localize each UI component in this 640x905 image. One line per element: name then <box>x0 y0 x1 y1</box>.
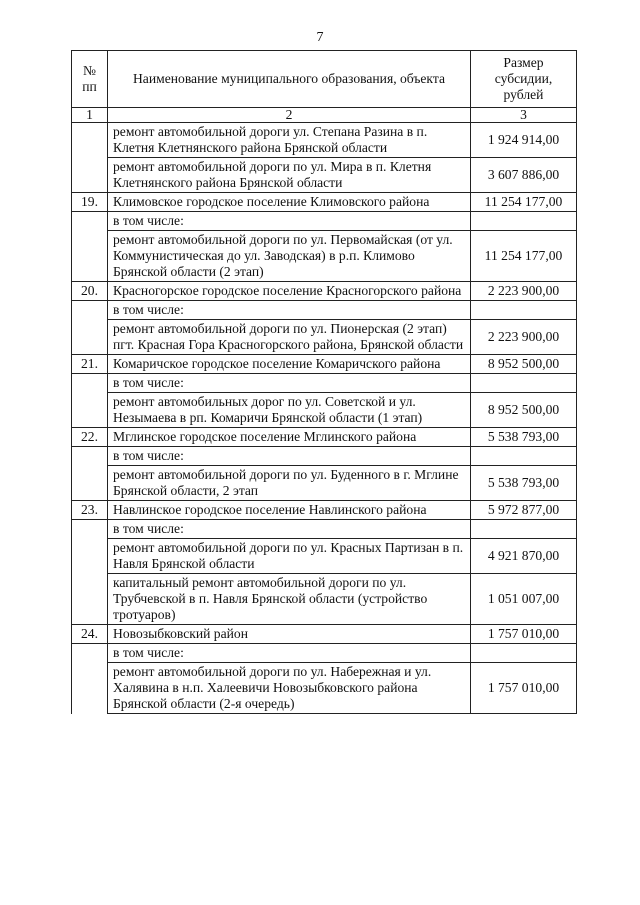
table-row <box>72 282 577 301</box>
table-row <box>72 212 577 231</box>
row-amount: 1 051 007,00 <box>471 574 577 625</box>
table-body <box>72 123 577 714</box>
row-number <box>72 374 108 393</box>
table-row <box>72 644 577 663</box>
row-number <box>72 644 108 663</box>
row-number <box>72 539 108 574</box>
row-number: 21. <box>72 355 108 374</box>
row-number <box>72 158 108 193</box>
row-name: Навлинское городское поселение Навлинского района <box>108 501 471 520</box>
table-row <box>72 520 577 539</box>
row-number <box>72 212 108 231</box>
row-name: ремонт автомобильных дорог по ул. Советской и ул. Незымаева в рп. Комаричи Брянской области (1 этап) <box>108 393 471 428</box>
row-amount: 3 607 886,00 <box>471 158 577 193</box>
column-number: 3 <box>471 108 577 123</box>
row-name: в том числе: <box>108 447 471 466</box>
row-amount: 8 952 500,00 <box>471 355 577 374</box>
row-number <box>72 231 108 282</box>
row-name: в том числе: <box>108 212 471 231</box>
page-number: 7 <box>316 30 324 45</box>
row-name: ремонт автомобильной дороги по ул. Буденного в г. Мглине Брянской области, 2 этап <box>108 466 471 501</box>
row-amount: 2 223 900,00 <box>471 320 577 355</box>
row-amount: 1 757 010,00 <box>471 663 577 714</box>
table-row <box>72 501 577 520</box>
table-row <box>72 231 577 282</box>
row-name: капитальный ремонт автомобильной дороги по ул. Трубчевской в п. Навля Брянской области (устройство тротуаров) <box>108 574 471 625</box>
table-row <box>72 374 577 393</box>
row-number <box>72 520 108 539</box>
row-number <box>72 663 108 714</box>
row-amount <box>471 644 577 663</box>
column-number: 2 <box>108 108 471 123</box>
table-row <box>72 574 577 625</box>
table-row <box>72 466 577 501</box>
row-number: 20. <box>72 282 108 301</box>
row-amount: 5 972 877,00 <box>471 501 577 520</box>
column-number: 1 <box>72 108 108 123</box>
table-row <box>72 393 577 428</box>
row-name: ремонт автомобильной дороги по ул. Набережная и ул. Халявина в н.п. Халеевичи Новозыбковского района Брянской области (2-я очередь) <box>108 663 471 714</box>
row-number <box>72 574 108 625</box>
row-amount: 5 538 793,00 <box>471 466 577 501</box>
header-num: № пп <box>72 51 108 108</box>
row-name: в том числе: <box>108 374 471 393</box>
table-row <box>72 355 577 374</box>
table-row <box>72 301 577 320</box>
row-number <box>72 320 108 355</box>
row-amount: 8 952 500,00 <box>471 393 577 428</box>
row-amount: 4 921 870,00 <box>471 539 577 574</box>
row-amount: 11 254 177,00 <box>471 231 577 282</box>
row-amount: 11 254 177,00 <box>471 193 577 212</box>
row-amount: 1 757 010,00 <box>471 625 577 644</box>
row-name: Новозыбковский район <box>108 625 471 644</box>
row-number: 23. <box>72 501 108 520</box>
row-name: ремонт автомобильной дороги по ул. Пионерская (2 этап) пгт. Красная Гора Красногорского района, Брянской области <box>108 320 471 355</box>
table-row <box>72 320 577 355</box>
table-row <box>72 428 577 447</box>
row-number: 19. <box>72 193 108 212</box>
row-name: ремонт автомобильной дороги ул. Степана Разина в п. Клетня Клетнянского района Брянской области <box>108 123 471 158</box>
header-amount: Размер субсидии, рублей <box>471 51 577 108</box>
row-name: ремонт автомобильной дороги по ул. Мира в п. Клетня Клетнянского района Брянской области <box>108 158 471 193</box>
table-row <box>72 123 577 158</box>
row-amount <box>471 447 577 466</box>
row-amount <box>471 374 577 393</box>
row-amount: 5 538 793,00 <box>471 428 577 447</box>
row-number <box>72 466 108 501</box>
row-name: Климовское городское поселение Климовского района <box>108 193 471 212</box>
row-number: 24. <box>72 625 108 644</box>
header-name: Наименование муниципального образования, объекта <box>108 51 471 108</box>
row-name: в том числе: <box>108 644 471 663</box>
table-row <box>72 193 577 212</box>
row-name: в том числе: <box>108 520 471 539</box>
row-amount: 2 223 900,00 <box>471 282 577 301</box>
row-amount: 1 924 914,00 <box>471 123 577 158</box>
row-number <box>72 447 108 466</box>
table-row <box>72 663 577 714</box>
row-number <box>72 301 108 320</box>
table-row <box>72 447 577 466</box>
column-number-row <box>72 108 577 123</box>
subsidy-table <box>71 50 577 714</box>
row-name: ремонт автомобильной дороги по ул. Первомайская (от ул. Коммунистическая до ул. Заводская) в р.п. Климово Брянской области (2 этап) <box>108 231 471 282</box>
row-name: ремонт автомобильной дороги по ул. Красных Партизан в п. Навля Брянской области <box>108 539 471 574</box>
row-name: Мглинское городское поселение Мглинского района <box>108 428 471 447</box>
row-number <box>72 123 108 158</box>
row-amount <box>471 520 577 539</box>
row-number <box>72 393 108 428</box>
table-row <box>72 625 577 644</box>
table-row <box>72 539 577 574</box>
table-header-row <box>72 51 577 108</box>
row-name: в том числе: <box>108 301 471 320</box>
row-number: 22. <box>72 428 108 447</box>
row-amount <box>471 301 577 320</box>
row-amount <box>471 212 577 231</box>
table-row <box>72 158 577 193</box>
row-name: Комаричское городское поселение Комаричского района <box>108 355 471 374</box>
row-name: Красногорское городское поселение Красногорского района <box>108 282 471 301</box>
